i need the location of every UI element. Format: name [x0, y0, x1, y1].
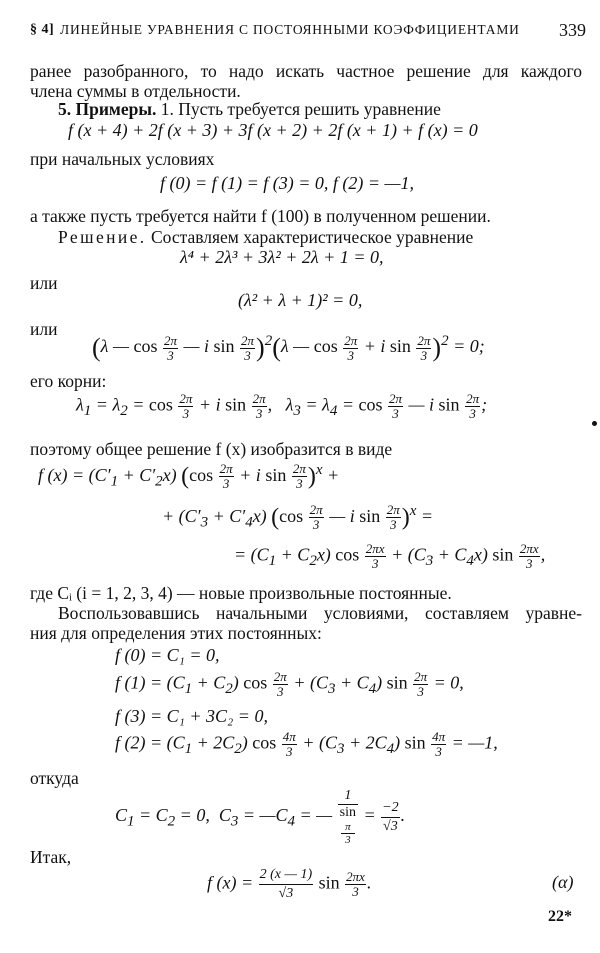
- signature-mark: 22*: [548, 908, 572, 925]
- fraction: $\frac{2\pi}{3}$: [466, 391, 480, 421]
- example-number: 5.: [58, 99, 72, 119]
- constants-solution: $C_1 = C_2 = 0$, $C_3$ = $—C_4$ = — 1 sin π 3 = $\frac{-2}{√3}$ .: [115, 788, 406, 846]
- fraction: $\frac{2\pi}{3}$: [273, 669, 287, 699]
- fraction: $\frac{-2}{√3}$: [382, 799, 399, 834]
- final-solution: f (x) = $\frac{2 (x — 1)}{√3}$ sin $\frac{2\pi x}{3}$ .: [207, 867, 372, 901]
- fraction: $\frac{2\pi}{3}$: [417, 332, 431, 363]
- section-number: § 4]: [30, 22, 55, 37]
- paragraph-line: ния для определения этих постоянных:: [30, 623, 322, 643]
- fraction: $\frac{2\pi}{3}$: [309, 502, 323, 533]
- fraction: $\frac{2\pi}{3}$: [163, 332, 177, 363]
- fraction: $\frac{4\pi}{3}$: [432, 729, 446, 759]
- system-eq-4: f $(2) = (C_1 + 2C_2)$ cos $\frac{4\pi}{3}$ + $(C_3 + 2C_4)$ sin $\frac{4\pi}{3}$ = —1,: [115, 729, 498, 759]
- paragraph-line: поэтому общее решение f (x) изобразится в виде: [30, 439, 393, 459]
- general-solution-line-1: f $(x) = (C'_1 + C'_2x)$ (cos $\frac{2\pi}{3}$ + i sin $\frac{2\pi}{3}$ )$^x$ +: [38, 461, 340, 492]
- page-number: 339: [559, 20, 586, 40]
- fraction: $\frac{2\pi}{3}$: [292, 461, 306, 492]
- paragraph-line: Итак,: [30, 847, 72, 867]
- equation-squared: (λ² + λ + 1)² = 0,: [238, 290, 363, 310]
- paragraph-line: откуда: [30, 768, 79, 788]
- solution-word: Решение.: [58, 227, 147, 247]
- paragraph-line: а также пусть требуется найти f (100) в полученном решении.: [30, 206, 491, 226]
- fraction: $\frac{2\pi x}{3}$: [519, 541, 539, 571]
- fraction: $\frac{2\pi}{3}$: [389, 391, 403, 421]
- fraction: $\frac{2\pi}{3}$: [179, 391, 193, 421]
- fraction: 1 sin π 3: [339, 788, 356, 846]
- or-word: или: [30, 273, 58, 293]
- fraction: $\frac{2\pi x}{3}$: [365, 541, 385, 571]
- examples-text: 1. Пусть требуется решить уравнение: [160, 99, 441, 119]
- paragraph-line: ранее разобранного, то надо искать частное решение для каждого: [30, 61, 582, 81]
- fraction: $\frac{4\pi}{3}$: [282, 729, 296, 759]
- factored-equation: (λ — cos $\frac{2\pi}{3}$ — i sin $\frac{2\pi}{3}$ )$^2$(λ — cos $\frac{2\pi}{3}$ + i sin $\frac{2\pi}{3}$ )$^2$ = 0;: [92, 332, 485, 363]
- or-word: или: [30, 319, 58, 339]
- fraction: $\frac{2\pi}{3}$: [252, 391, 266, 421]
- fraction: $\frac{2\pi}{3}$: [241, 332, 255, 363]
- fraction: $\frac{2\pi}{3}$: [386, 502, 400, 533]
- paragraph-line: при начальных условиях: [30, 149, 215, 169]
- fraction: $\frac{2\pi x}{3}$: [346, 869, 365, 899]
- running-header: [30, 20, 586, 44]
- equation-1: f (x + 4) + 2f (x + 3) + 3f (x + 2) + 2f (x + 1) + f (x) = 0: [68, 120, 478, 140]
- roots-equation: $\lambda_1 = \lambda_2 = \cos$ $\frac{2\pi}{3}$ + i sin $\frac{2\pi}{3}$ , $\lambda_3 = \lambda_4 = \cos$ $\frac{2\pi}{3}$ — i sin $\frac{2\pi}{3}$ ;: [76, 391, 488, 421]
- examples-heading: [58, 98, 441, 120]
- solution-text: Составляем характеристическое уравнение: [150, 227, 474, 247]
- equation-label: (α): [552, 872, 574, 892]
- solution-line: [58, 226, 473, 248]
- chapter-title: ЛИНЕЙНЫЕ УРАВНЕНИЯ С ПОСТОЯННЫМИ КОЭФФИЦИЕНТАМИ: [60, 22, 520, 37]
- system-eq-1: f (0) = C₁ = 0,: [115, 645, 220, 665]
- fraction: $\frac{2\pi}{3}$: [414, 669, 428, 699]
- system-eq-2: f $(1) = (C_1 + C_2)$ cos $\frac{2\pi}{3}$ + $(C_3 + C_4)$ sin $\frac{2\pi}{3}$ = 0,: [115, 669, 464, 699]
- paragraph-line: где Cᵢ (i = 1, 2, 3, 4) — новые произвольные постоянные.: [30, 583, 452, 603]
- general-solution-line-3: = $(C_1 + C_2x)$ cos $\frac{2\pi x}{3}$ + $(C_3 + C_4x)$ sin $\frac{2\pi x}{3}$ ,: [234, 541, 546, 571]
- paragraph-line: его корни:: [30, 371, 107, 391]
- fraction: $\frac{2 (x — 1)}{√3}$: [259, 867, 313, 901]
- paragraph-line: Воспользовавшись начальными условиями, составляем уравне-: [58, 603, 582, 623]
- fraction: $\frac{2\pi}{3}$: [219, 461, 233, 492]
- general-solution-line-2: + $(C'_3 + C'_4x)$ (cos $\frac{2\pi}{3}$ — i sin $\frac{2\pi}{3}$ )$^x$ =: [162, 502, 434, 533]
- fraction: $\frac{2\pi}{3}$: [344, 332, 358, 363]
- examples-title: Примеры.: [75, 99, 157, 119]
- initial-conditions: f (0) = f (1) = f (3) = 0, f (2) = —1,: [160, 173, 415, 193]
- paragraph-line: члена суммы в отдельности.: [30, 81, 241, 101]
- stray-mark: [592, 421, 597, 426]
- characteristic-equation: λ⁴ + 2λ³ + 3λ² + 2λ + 1 = 0,: [180, 247, 384, 267]
- system-eq-3: f (3) = C₁ + 3C₂ = 0,: [115, 706, 268, 726]
